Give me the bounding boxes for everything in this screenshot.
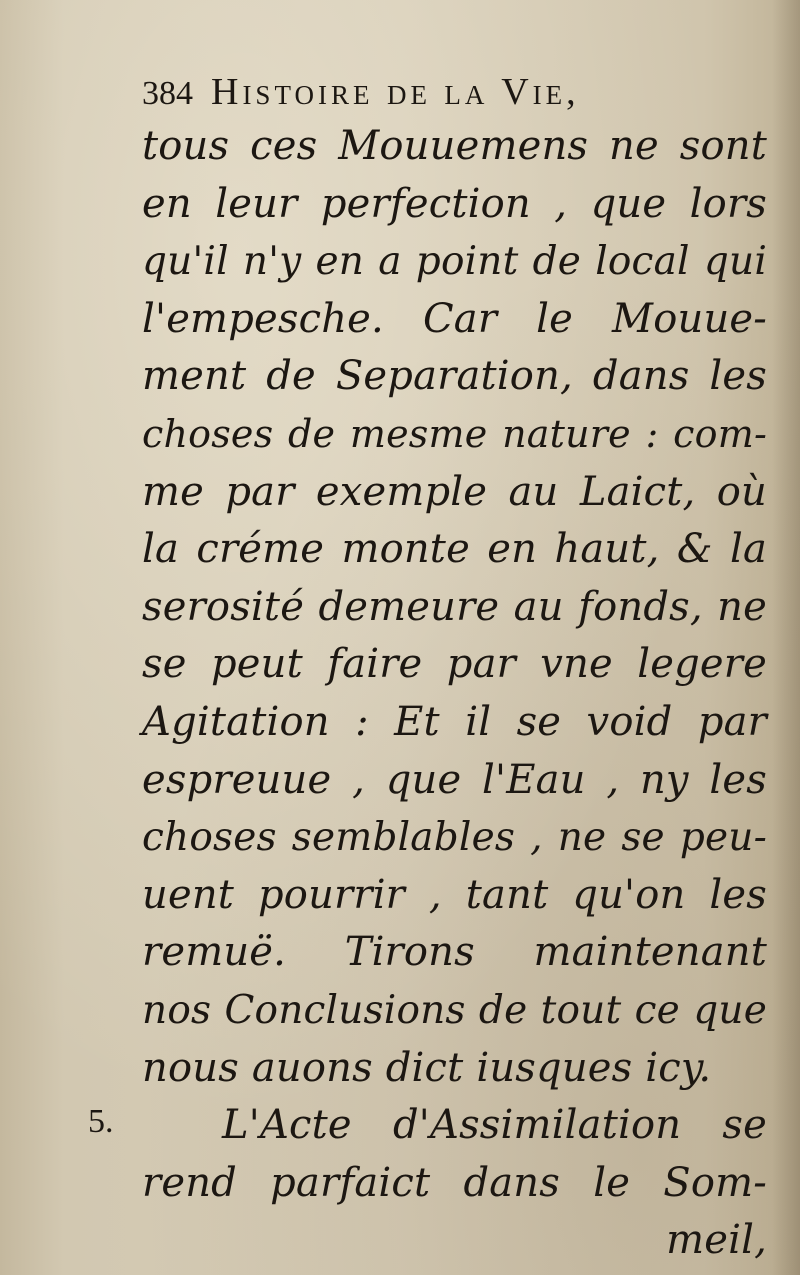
page-edge-shadow	[772, 0, 800, 1275]
text-line: se peut faire par vne legere	[142, 641, 767, 688]
catchword: meil,	[666, 1217, 767, 1264]
text-line: ment de Separation, dans les	[142, 353, 767, 400]
text-line: uent pourrir , tant qu'on les	[142, 871, 767, 918]
text-line: tous ces Mouuemens ne sont	[142, 123, 767, 169]
text-line: choses de mesme nature : com-	[142, 411, 767, 456]
text-line: me par exemple au Laict, où	[142, 468, 767, 515]
running-head-title: Histoire de la Vie,	[211, 71, 580, 113]
text-line: choses semblables , ne se peu-	[142, 815, 767, 861]
text-line: serosité demeure au fonds, ne	[142, 583, 767, 630]
running-head	[142, 70, 742, 120]
text-line: qu'il n'y en a point de local qui	[142, 239, 767, 285]
text-line: Agitation : Et il se void par	[142, 698, 767, 745]
text-line: rend parfaict dans le Som-	[142, 1159, 767, 1206]
text-line: la créme monte en haut, & la	[142, 526, 767, 573]
text-line: en leur perfection , que lors	[142, 180, 767, 227]
text-line: L'Acte d'Assimilation se	[222, 1102, 767, 1149]
text-line: nous auons dict iusques icy.	[142, 1044, 712, 1091]
text-line: l'empesche. Car le Mouue-	[142, 295, 767, 342]
text-line: espreuue , que l'Eau , ny les	[142, 756, 767, 803]
body-text	[142, 118, 767, 1264]
text-line: remuë. Tirons maintenant	[142, 929, 767, 976]
page-number: 384	[142, 75, 193, 112]
text-line: nos Conclusions de tout ce que	[142, 987, 767, 1033]
margin-section-number: 5.	[88, 1103, 114, 1140]
